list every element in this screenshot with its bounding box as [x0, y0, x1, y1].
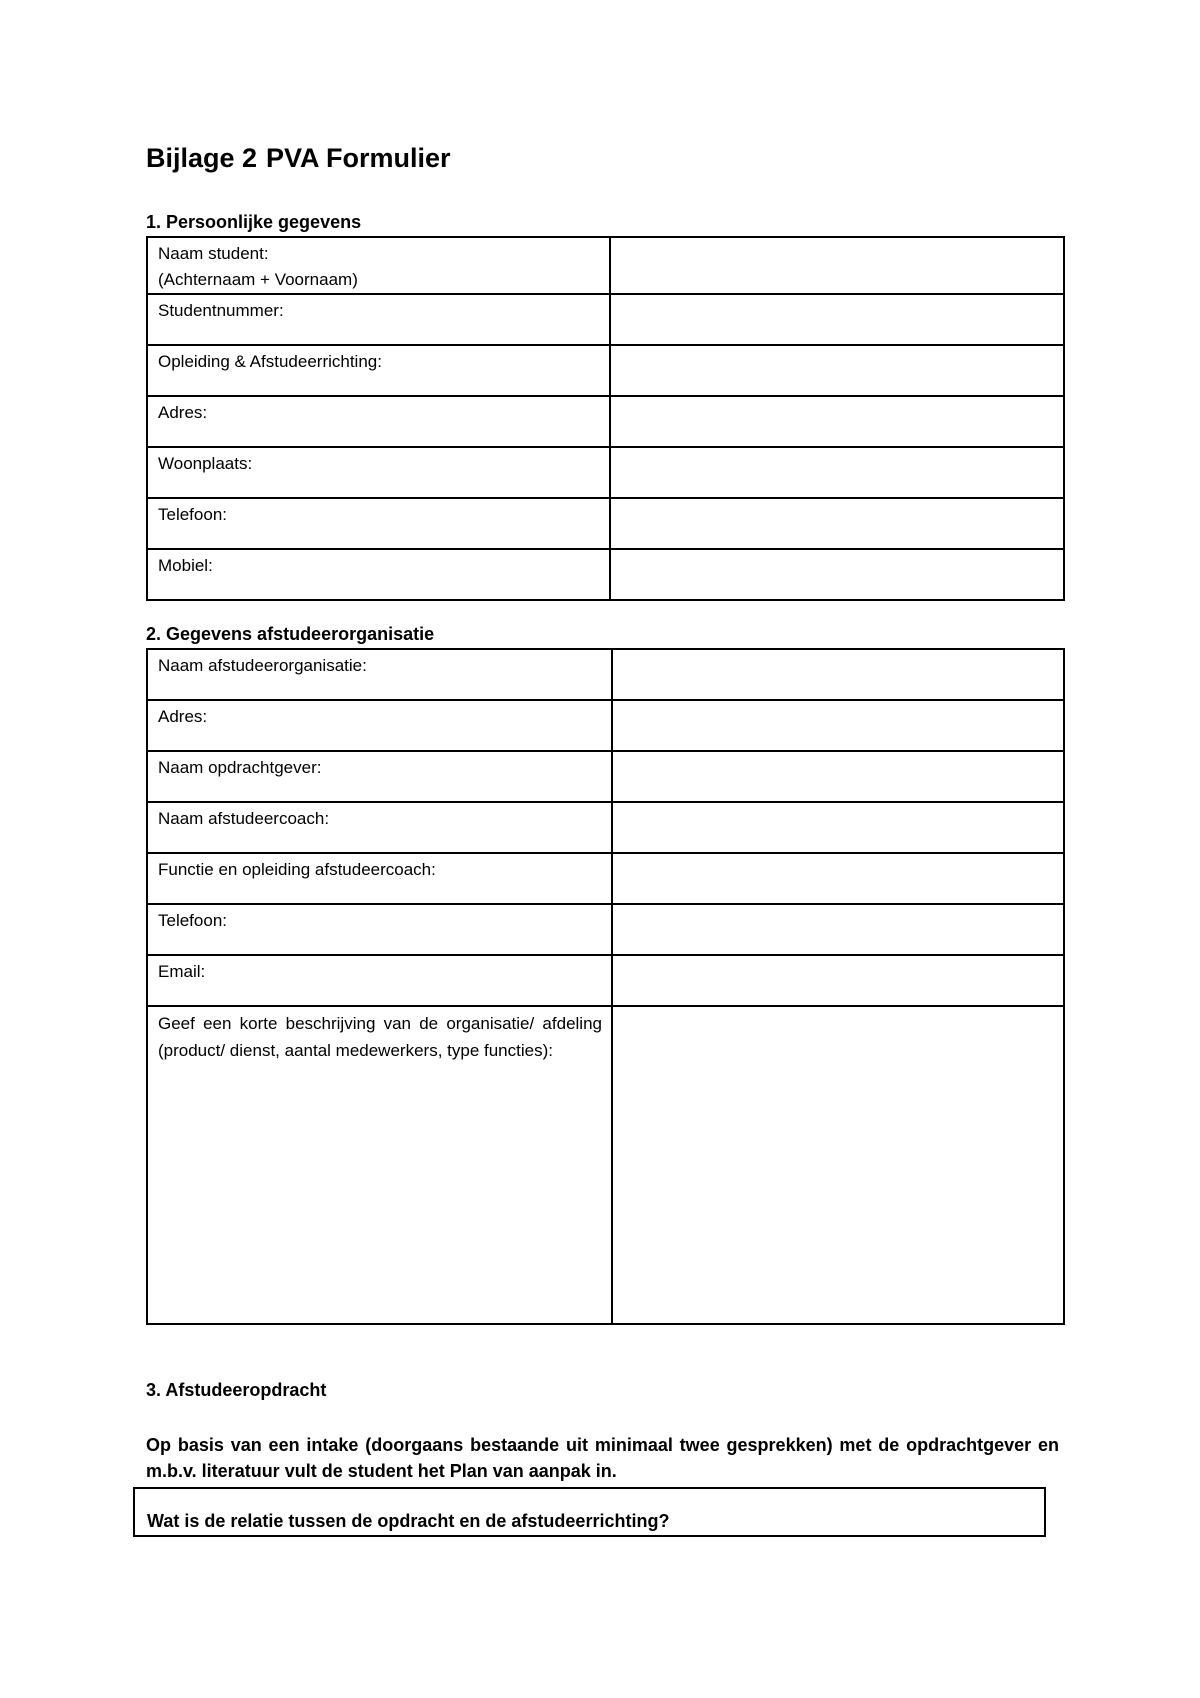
study-program-field[interactable]	[610, 345, 1064, 396]
label-cell-student-name	[147, 237, 610, 294]
coach-name-field[interactable]	[612, 802, 1064, 853]
table-row	[147, 649, 1064, 700]
table-row	[147, 549, 1064, 600]
section-1-heading: 1. Persoonlijke gegevens	[146, 212, 362, 232]
organisation-details-table	[146, 648, 1065, 1325]
table-row	[147, 955, 1064, 1006]
mobile-label: Mobiel:	[147, 549, 610, 600]
city-field[interactable]	[610, 447, 1064, 498]
question-box[interactable]	[133, 1487, 1046, 1537]
organisation-address-field[interactable]	[612, 700, 1064, 751]
table-row	[147, 294, 1064, 345]
address-label: Adres:	[147, 396, 610, 447]
organisation-name-label: Naam afstudeerorganisatie:	[147, 649, 612, 700]
page-title	[146, 143, 451, 174]
table-row	[147, 237, 1064, 294]
section-3-heading: 3. Afstudeeropdracht	[146, 1380, 327, 1400]
coach-name-label: Naam afstudeercoach:	[147, 802, 612, 853]
mobile-field[interactable]	[610, 549, 1064, 600]
phone-field[interactable]	[610, 498, 1064, 549]
table-row	[147, 802, 1064, 853]
table-row	[147, 904, 1064, 955]
organisation-phone-label: Telefoon:	[147, 904, 612, 955]
table-row	[147, 853, 1064, 904]
organisation-address-label: Adres:	[147, 700, 612, 751]
table-row	[147, 1006, 1064, 1324]
student-number-label: Studentnummer:	[147, 294, 610, 345]
student-number-field[interactable]	[610, 294, 1064, 345]
study-program-label: Opleiding & Afstudeerrichting:	[147, 345, 610, 396]
student-name-sublabel: (Achternaam + Voornaam)	[158, 270, 358, 289]
city-label: Woonplaats:	[147, 447, 610, 498]
description-label-cell	[147, 1006, 612, 1324]
personal-details-table	[146, 236, 1065, 601]
organisation-name-field[interactable]	[612, 649, 1064, 700]
student-name-field[interactable]	[610, 237, 1064, 294]
email-field[interactable]	[612, 955, 1064, 1006]
question-text: Wat is de relatie tussen de opdracht en de afstudeerrichting?	[147, 1511, 670, 1531]
student-name-label: Naam student:	[158, 244, 269, 263]
table-row	[147, 498, 1064, 549]
table-row	[147, 751, 1064, 802]
table-row	[147, 447, 1064, 498]
phone-label: Telefoon:	[147, 498, 610, 549]
organisation-description-field[interactable]	[612, 1006, 1064, 1324]
coach-function-label: Functie en opleiding afstudeercoach:	[147, 853, 612, 904]
client-name-label: Naam opdrachtgever:	[147, 751, 612, 802]
address-field[interactable]	[610, 396, 1064, 447]
organisation-phone-field[interactable]	[612, 904, 1064, 955]
coach-function-field[interactable]	[612, 853, 1064, 904]
client-name-field[interactable]	[612, 751, 1064, 802]
section-2-heading: 2. Gegevens afstudeerorganisatie	[146, 624, 435, 644]
email-label: Email:	[147, 955, 612, 1006]
organisation-description-label: Geef een korte beschrijving van de organisatie/ afdeling (product/ dienst, aantal medewerkers, type functies):	[158, 1014, 602, 1060]
table-row	[147, 700, 1064, 751]
table-row	[147, 345, 1064, 396]
table-row	[147, 396, 1064, 447]
page-title-text: Bijlage 2 PVA Formulier	[146, 143, 451, 173]
section-3-intro: Op basis van een intake (doorgaans bestaande uit minimaal twee gesprekken) met de opdrachtgever en m.b.v. literatuur vult de student het Plan van aanpak in.	[146, 1435, 1059, 1481]
